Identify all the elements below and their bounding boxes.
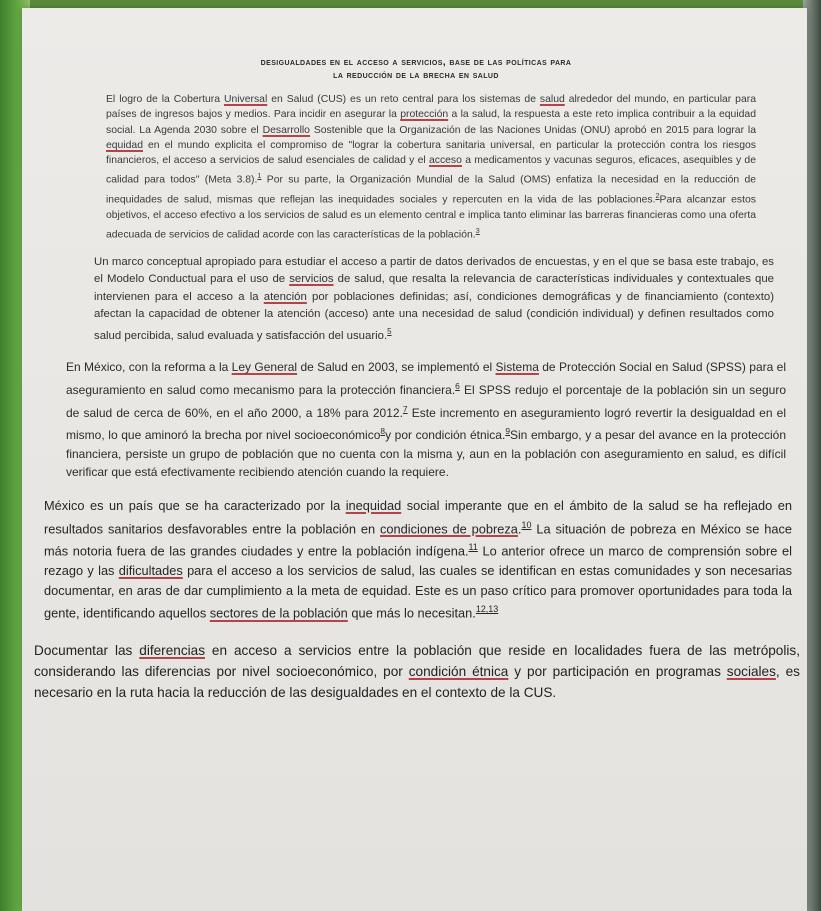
- text-run: alrededor del mundo, en particular para países de ingresos bajos y medios. Para incidir en asegurar la: [106, 94, 756, 121]
- citation-number: 6: [455, 380, 460, 391]
- text-run: Para alcanzar estos objetivos, el acceso efectivo a los servicios de salud es un elemento central e implica tanto eliminar las barreras financieras como una oferta adecuada de servicios de calidad acorde con las características de la población.: [106, 194, 756, 241]
- document-title: [156, 56, 676, 82]
- handwritten-underline: Universal: [223, 94, 268, 105]
- text-run: a medicamentos y vacunas seguros, eficaces, asequibles y de calidad para todos" (Meta 3.8).: [106, 155, 756, 186]
- handwritten-underline: sectores de la población: [209, 605, 348, 621]
- handwritten-underline: dificultades: [118, 563, 183, 579]
- citation-number: 12,13: [475, 604, 499, 615]
- text-run: de Salud en 2003, se implementó el: [297, 360, 496, 375]
- handwritten-underline: acceso: [428, 155, 462, 167]
- text-run: Sostenible que la Organización de las Naciones Unidas (ONU) aprobó en 2015 para lograr la: [309, 124, 756, 136]
- text-run: Un marco conceptual apropiado para estudiar el acceso a partir de datos derivados de encuestas, y en el que se basa este trabajo, es el Modelo Conductual para el uso de: [94, 256, 774, 286]
- citation-number: 7: [402, 403, 408, 414]
- text-run: a la salud, la respuesta a este reto implica contribuir a la equidad social. La Agenda 2030 sobre el: [106, 109, 756, 136]
- paragraph-3: [66, 358, 786, 482]
- handwritten-underline: sociales: [726, 664, 776, 680]
- text-run: por poblaciones definidas; así, condiciones demográficas y de financiamiento (contexto) afectan la capacidad de obtener la atención (acceso) ante una necesidad de salud (condición individual) y definen resultados como salud percibida, salud evaluada y satisfacción del usuario.: [94, 290, 774, 343]
- text-run: en Salud (CUS) es un reto central para los sistemas de: [267, 94, 540, 105]
- handwritten-underline: condiciones de pobreza: [380, 520, 518, 536]
- handwritten-underline: protección: [400, 109, 449, 121]
- handwritten-underline: Sistema: [495, 360, 539, 375]
- text-run: en el mundo explicita el compromiso de "lograr la cobertura sanitaria universal, en particular la protección contra los riesgos financieros, el acceso a servicios de salud esenciales de calidad y el: [106, 139, 756, 167]
- text-run: y por condición étnica.: [385, 428, 506, 443]
- text-run: .: [517, 520, 522, 536]
- text-run: de salud, que resalta la relevancia de características individuales y contextuales que intervienen para el acceso a la: [94, 273, 774, 303]
- handwritten-underline: atención: [263, 290, 307, 303]
- paragraph-5: [34, 640, 800, 703]
- text-run: para el acceso a los servicios de salud, las cuales se identifican en estas comunidades y son necesarias documentar, en aras de dar cumplimiento a la meta de equidad. Este es un paso crítico para promover oportunidades para toda la gente, identificando aquellos: [44, 563, 792, 621]
- citation-number: 2: [655, 191, 660, 201]
- handwritten-underline: diferencias: [139, 643, 206, 659]
- title-line-1: desigualdades en el acceso a servicios, base de las políticas para: [260, 56, 572, 68]
- citation-number: 9: [505, 426, 510, 437]
- text-run: en acceso a servicios entre la población que reside en localidades fuera de las metrópolis, considerando las diferencias por nivel socioeconómico, por: [34, 643, 800, 680]
- handwritten-underline: equidad: [106, 139, 143, 151]
- title-line-2: la reducción de la brecha en salud: [333, 69, 499, 81]
- text-run: de Protección Social en Salud (SPSS) para el aseguramiento en salud como mecanismo para la protección financiera.: [66, 360, 786, 397]
- paragraph-1: [106, 92, 756, 243]
- text-run: Documentar las: [34, 643, 140, 659]
- handwritten-underline: servicios: [289, 273, 334, 286]
- text-run: Este incremento en aseguramiento logró revertir la desigualdad en el mismo, lo que aminoró la brecha por nivel socioeconómico: [66, 405, 786, 443]
- handwritten-underline: salud: [539, 94, 565, 105]
- text-run: , es necesario en la ruta hacia la reducción de las desigualdades en el contexto de la CUS.: [34, 664, 800, 701]
- citation-number: 10: [521, 519, 532, 530]
- text-run: Sin embargo, y a pesar del avance en la protección financiera, persiste un grupo de población que no cuenta con la misma y, aun en la población con aseguramiento en salud, es difícil verificar que está efectivamente recibiendo atención cuando la requiere.: [66, 428, 786, 480]
- handwritten-underline: inequidad: [345, 497, 402, 513]
- text-run: social imperante que en el ámbito de la salud se ha reflejado en resultados sanitarios desfavorables entre la población en: [44, 497, 792, 536]
- text-run: Por su parte, la Organización Mundial de la Salud (OMS) enfatiza la necesidad en la reducción de inequidades de salud, mismas que reflejan las inequidades sociales y repercuten en la vida de las poblaciones.: [106, 174, 757, 206]
- text-run: que más lo necesitan.: [347, 605, 476, 621]
- citation-number: 11: [468, 542, 478, 553]
- citation-number: 8: [380, 426, 386, 437]
- citation-number: 5: [387, 327, 392, 337]
- document-body: [34, 56, 800, 703]
- paragraph-4: [44, 496, 792, 623]
- text-run: La situación de pobreza en México se hace más notoria fuera de las grandes ciudades y entre la población indígena.: [44, 520, 792, 559]
- text-run: En México, con la reforma a la: [66, 360, 232, 375]
- text-run: El SPSS redujo el porcentaje de la población sin un seguro de salud de cerca de 60%, en el año 2000, a 18% para 2012.: [66, 382, 786, 420]
- paper-sheet: [22, 8, 807, 911]
- handwritten-underline: Ley General: [231, 360, 298, 375]
- handwritten-underline: condición étnica: [408, 664, 509, 680]
- text-run: Lo anterior ofrece un marco de comprensión sobre el rezago y las: [44, 543, 792, 579]
- handwritten-underline: Desarrollo: [262, 124, 310, 136]
- citation-number: 3: [475, 226, 480, 236]
- paragraph-2: [94, 254, 774, 345]
- citation-number: 1: [257, 171, 262, 181]
- text-run: y por participación en programas: [508, 664, 727, 680]
- text-run: México es un país que se ha caracterizado por la: [44, 497, 346, 513]
- text-run: El logro de la Cobertura: [106, 94, 224, 105]
